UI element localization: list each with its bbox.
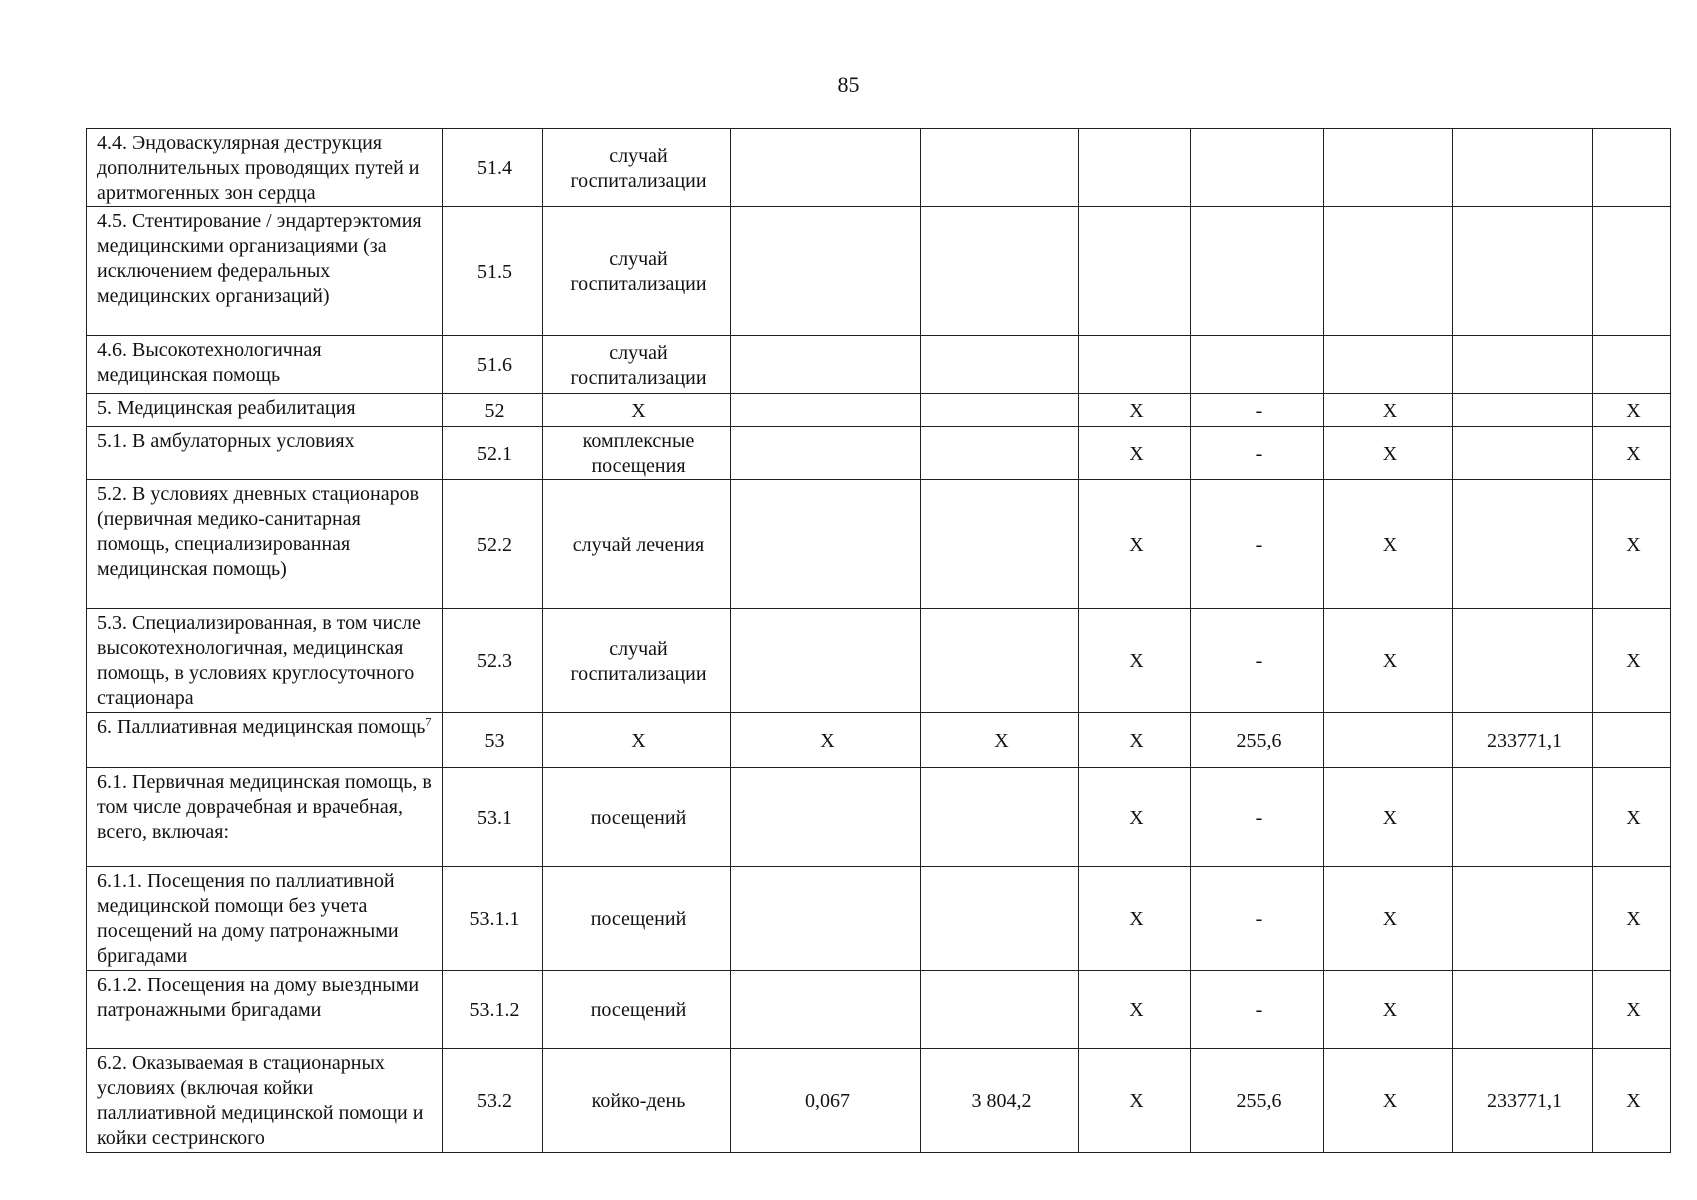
row-code: 51.5 (443, 207, 543, 336)
cell (1453, 480, 1593, 609)
cell (1079, 336, 1191, 394)
cell: X (1079, 867, 1191, 971)
cell: X (1079, 480, 1191, 609)
cell (921, 768, 1079, 867)
cell: X (1324, 480, 1453, 609)
cell (1191, 336, 1324, 394)
footnote-mark: 7 (425, 714, 432, 729)
cell: X (1593, 609, 1671, 713)
cell: 233771,1 (1453, 1049, 1593, 1153)
cell: - (1191, 609, 1324, 713)
cell: X (1324, 971, 1453, 1049)
cell: - (1191, 427, 1324, 480)
cell (921, 336, 1079, 394)
row-code: 52.2 (443, 480, 543, 609)
table-row (87, 394, 1671, 427)
row-unit: комплексные посещения (543, 427, 731, 480)
cell: X (1593, 394, 1671, 427)
cell: 0,067 (731, 1049, 921, 1153)
cell (731, 480, 921, 609)
cell: X (1324, 768, 1453, 867)
cell (731, 129, 921, 207)
cell (1593, 129, 1671, 207)
row-name: 6.1.1. Посещения по паллиативной медицинской помощи без учета посещений на дому патронажными бригадами (87, 867, 443, 971)
cell: X (1079, 609, 1191, 713)
cell (1453, 609, 1593, 713)
cell (1324, 129, 1453, 207)
row-name: 4.5. Стентирование / эндартерэктомия медицинскими организациями (за исключением федеральных медицинских организаций) (87, 207, 443, 336)
cell: X (1593, 427, 1671, 480)
table-row (87, 609, 1671, 713)
row-code: 53.1.1 (443, 867, 543, 971)
table-row (87, 1049, 1671, 1153)
cell: X (1079, 713, 1191, 768)
page-number: 85 (837, 72, 860, 97)
row-unit: посещений (543, 971, 731, 1049)
row-unit: койко-день (543, 1049, 731, 1153)
row-name: 5.1. В амбулаторных условиях (87, 427, 443, 480)
cell: 233771,1 (1453, 713, 1593, 768)
cell (1079, 207, 1191, 336)
row-unit: случай лечения (543, 480, 731, 609)
cell: 3 804,2 (921, 1049, 1079, 1153)
cell: X (1079, 1049, 1191, 1153)
cell (1453, 867, 1593, 971)
row-name: 6.1. Первичная медицинская помощь, в том числе доврачебная и врачебная, всего, включая: (87, 768, 443, 867)
cell: X (1079, 394, 1191, 427)
cell (1593, 207, 1671, 336)
cell: X (1593, 867, 1671, 971)
cell (1324, 336, 1453, 394)
cell (921, 394, 1079, 427)
row-code: 52.1 (443, 427, 543, 480)
cell: 255,6 (1191, 1049, 1324, 1153)
cell (1453, 207, 1593, 336)
row-name: 6.1.2. Посещения на дому выездными патронажными бригадами (87, 971, 443, 1049)
row-unit: посещений (543, 768, 731, 867)
cell (1453, 129, 1593, 207)
row-name: 5.3. Специализированная, в том числе высокотехнологичная, медицинская помощь, в условиях круглосуточного стационара (87, 609, 443, 713)
row-unit: случай госпитализации (543, 129, 731, 207)
cell (1079, 129, 1191, 207)
cell (1324, 713, 1453, 768)
cell (1453, 427, 1593, 480)
cell (1453, 336, 1593, 394)
table-row (87, 713, 1671, 768)
cell: X (1324, 394, 1453, 427)
cell: X (1593, 1049, 1671, 1153)
cell (1453, 971, 1593, 1049)
row-unit: случай госпитализации (543, 609, 731, 713)
table-row (87, 427, 1671, 480)
row-name: 6.2. Оказываемая в стационарных условиях (включая койки паллиативной медицинской помощи и койки сестринского (87, 1049, 443, 1153)
data-table (86, 128, 1671, 1153)
row-code: 53.1.2 (443, 971, 543, 1049)
cell: X (1593, 971, 1671, 1049)
row-name: 5.2. В условиях дневных стационаров (первичная медико-санитарная помощь, специализированная медицинская помощь) (87, 480, 443, 609)
cell: - (1191, 867, 1324, 971)
cell: X (921, 713, 1079, 768)
cell (1191, 129, 1324, 207)
row-code: 53.1 (443, 768, 543, 867)
table-row (87, 336, 1671, 394)
cell: - (1191, 480, 1324, 609)
row-name: 4.6. Высокотехнологичная медицинская помощь (87, 336, 443, 394)
cell (731, 207, 921, 336)
cell (921, 971, 1079, 1049)
row-unit: X (543, 713, 731, 768)
row-name: 4.4. Эндоваскулярная деструкция дополнительных проводящих путей и аритмогенных зон сердца (87, 129, 443, 207)
table-row (87, 480, 1671, 609)
row-unit: X (543, 394, 731, 427)
cell (731, 394, 921, 427)
row-code: 53.2 (443, 1049, 543, 1153)
row-name: 5. Медицинская реабилитация (87, 394, 443, 427)
cell: X (1324, 1049, 1453, 1153)
table-row (87, 867, 1671, 971)
cell (1453, 768, 1593, 867)
cell: X (1593, 768, 1671, 867)
cell (1453, 394, 1593, 427)
row-unit: случай госпитализации (543, 336, 731, 394)
cell (1191, 207, 1324, 336)
row-name: 6. Паллиативная медицинская помощь$^7$ (87, 713, 443, 768)
cell (921, 427, 1079, 480)
table-row (87, 768, 1671, 867)
cell: X (1324, 867, 1453, 971)
cell: X (1079, 971, 1191, 1049)
cell (921, 867, 1079, 971)
table-row (87, 207, 1671, 336)
cell (921, 480, 1079, 609)
cell: X (1079, 768, 1191, 867)
cell: X (1324, 427, 1453, 480)
row-code: 51.6 (443, 336, 543, 394)
cell (921, 207, 1079, 336)
cell: - (1191, 394, 1324, 427)
cell (731, 427, 921, 480)
cell: X (1593, 480, 1671, 609)
cell: - (1191, 971, 1324, 1049)
cell: 255,6 (1191, 713, 1324, 768)
table-row (87, 129, 1671, 207)
table-row (87, 971, 1671, 1049)
cell (731, 768, 921, 867)
cell (731, 336, 921, 394)
cell (731, 867, 921, 971)
row-code: 51.4 (443, 129, 543, 207)
cell (731, 609, 921, 713)
cell: - (1191, 768, 1324, 867)
row-code: 52.3 (443, 609, 543, 713)
cell: X (1324, 609, 1453, 713)
cell (1324, 207, 1453, 336)
cell: X (731, 713, 921, 768)
cell (921, 129, 1079, 207)
cell (921, 609, 1079, 713)
cell: X (1079, 427, 1191, 480)
cell (1593, 713, 1671, 768)
row-unit: посещений (543, 867, 731, 971)
cell (1593, 336, 1671, 394)
row-code: 52 (443, 394, 543, 427)
cell (731, 971, 921, 1049)
row-code: 53 (443, 713, 543, 768)
row-unit: случай госпитализации (543, 207, 731, 336)
